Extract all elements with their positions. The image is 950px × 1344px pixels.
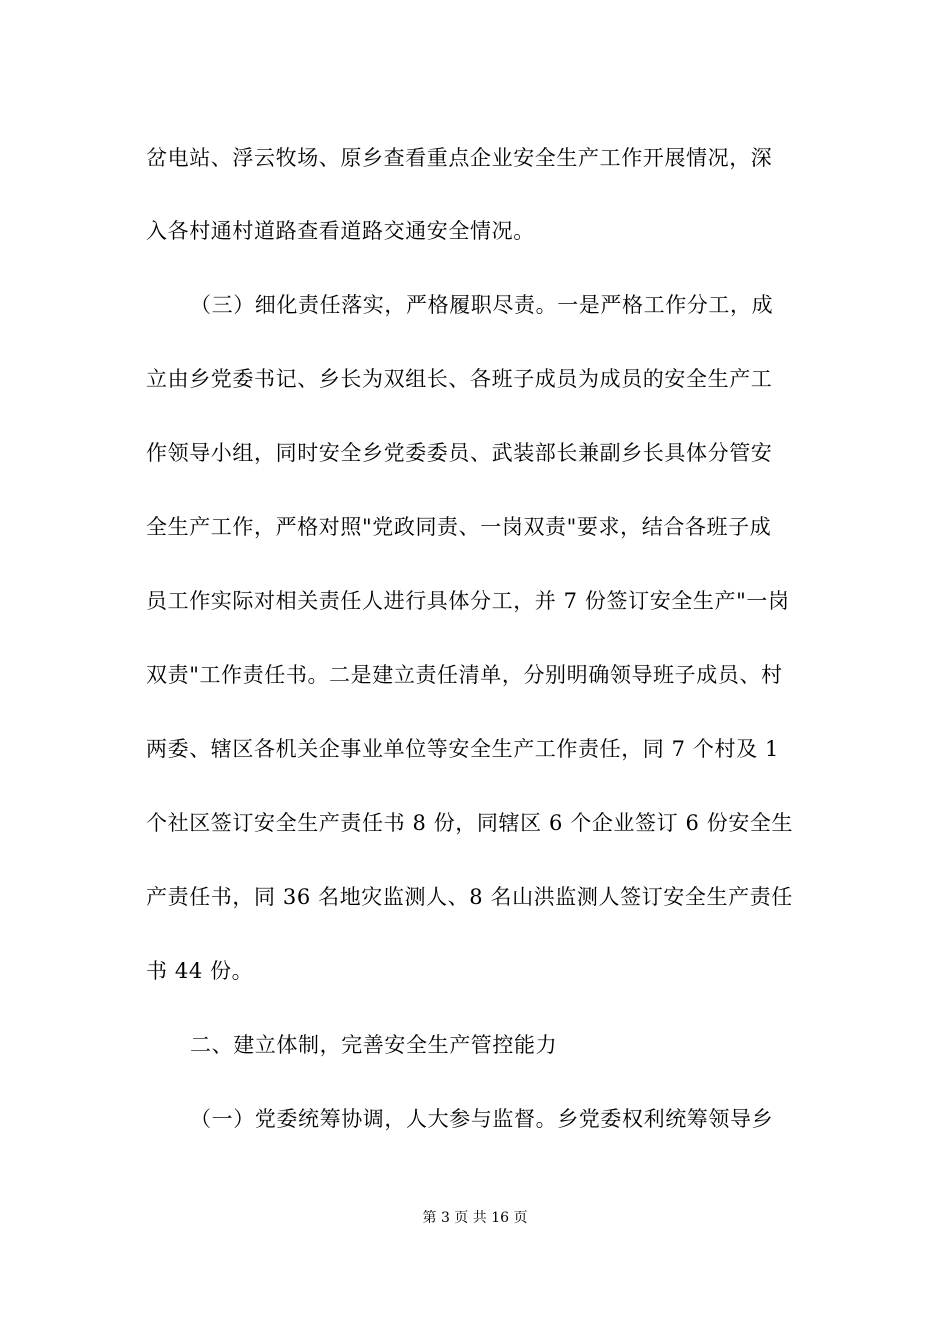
paragraph-line-10: 个社区签订安全生产责任书 8 份，同辖区 6 个企业签订 6 份安全生 [146, 811, 794, 835]
section-heading: 二、建立体制，完善安全生产管控能力 [190, 1033, 558, 1057]
page-footer: 第 3 页 共 16 页 [422, 1210, 528, 1226]
paragraph-line-11: 产责任书，同 36 名地灾监测人、8 名山洪监测人签订安全生产责任 [146, 885, 793, 909]
paragraph-line-8: 双责"工作责任书。二是建立责任清单，分别明确领导班子成员、村 [146, 663, 783, 687]
paragraph-line-9: 两委、辖区各机关企事业单位等安全生产工作责任，同 7 个村及 1 [146, 737, 779, 761]
paragraph-line-4: 立由乡党委书记、乡长为双组长、各班子成员为成员的安全生产工 [146, 367, 773, 391]
paragraph-line-12: 书 44 份。 [146, 959, 254, 983]
paragraph-line-7: 员工作实际对相关责任人进行具体分工，并 7 份签订安全生产"一岗 [146, 589, 790, 613]
paragraph-line-1: 岔电站、浮云牧场、原乡查看重点企业安全生产工作开展情况，深 [146, 146, 773, 170]
paragraph-line-2: 入各村通村道路查看道路交通安全情况。 [146, 219, 535, 243]
paragraph-line-14: （一）党委统筹协调，人大参与监督。乡党委权利统筹领导乡 [190, 1107, 774, 1131]
paragraph-line-6: 全生产工作，严格对照"党政同责、一岗双责"要求，结合各班子成 [146, 515, 772, 539]
paragraph-line-3: （三）细化责任落实，严格履职尽责。一是严格工作分工，成 [190, 293, 774, 317]
paragraph-line-5: 作领导小组，同时安全乡党委委员、武装部长兼副乡长具体分管安 [146, 441, 773, 465]
